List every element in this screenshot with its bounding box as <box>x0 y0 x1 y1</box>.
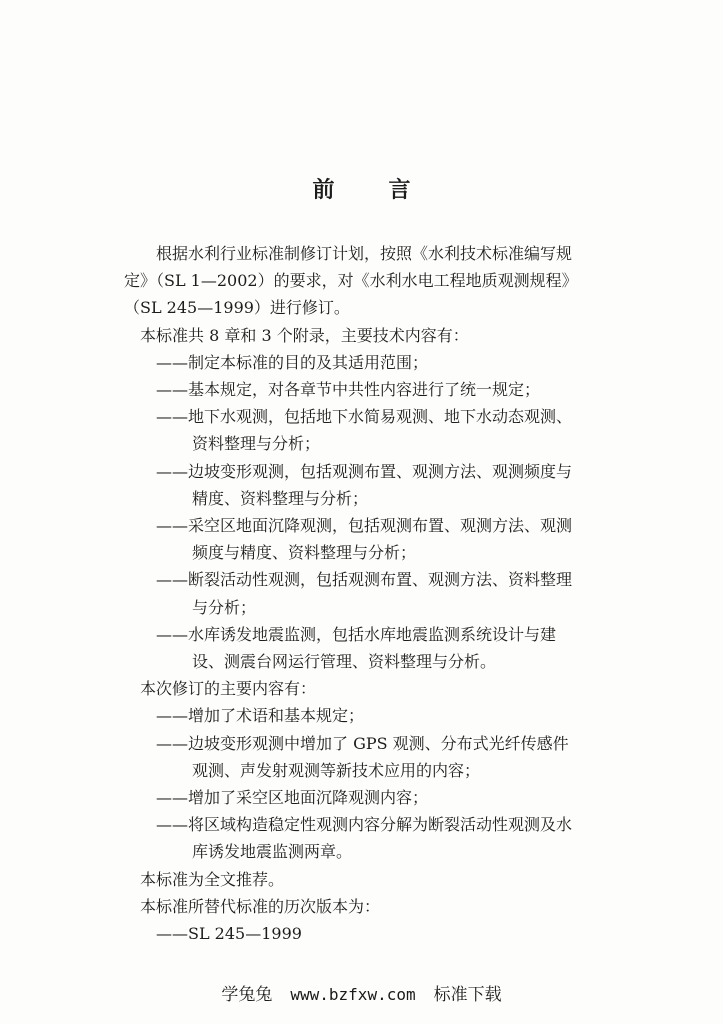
contents-item-continuation: 资料整理与分析； <box>192 434 321 454</box>
revision-item-text: ——边坡变形观测中增加了 GPS 观测、分布式光纤传感件 <box>156 733 569 753</box>
contents-item <box>140 403 632 457</box>
revision-item-continuation: 库诱发地震监测两章。 <box>192 842 353 862</box>
contents-item-continuation: 精度、资料整理与分析； <box>192 488 369 508</box>
contents-item-text: ——采空区地面沉降观测，包括观测布置、观测方法、观测 <box>156 516 573 536</box>
revision-heading: 本次修订的主要内容有： <box>140 679 317 699</box>
history-heading: 本标准所替代标准的历次版本为： <box>140 896 381 916</box>
contents-item <box>140 376 632 403</box>
contents-item-continuation: 频度与精度、资料整理与分析； <box>192 543 417 563</box>
revision-item-continuation: 观测、声发射观测等新技术应用的内容； <box>192 760 481 780</box>
watermark-footer <box>0 983 723 1007</box>
intro-line-2: 定》（SL 1—2002）的要求，对《水利水电工程地质观测规程》 <box>124 271 578 291</box>
revision-list <box>140 702 632 865</box>
history-item: ——SL 245—1999 <box>156 924 302 944</box>
contents-item-text: ——地下水观测，包括地下水简易观测、地下水动态观测、 <box>156 407 573 427</box>
intro-paragraph <box>124 240 632 322</box>
contents-item-text: ——边坡变形观测，包括观测布置、观测方法、观测频度与 <box>156 461 573 481</box>
intro-line-3: （SL 245—1999）进行修订。 <box>124 298 350 318</box>
contents-item-text: ——制定本标准的目的及其适用范围； <box>156 352 429 372</box>
contents-item-continuation: 设、测震台网运行管理、资料整理与分析。 <box>192 652 497 672</box>
contents-list <box>140 349 632 675</box>
revision-item-text: ——增加了术语和基本规定； <box>156 706 365 726</box>
revision-item-text: ——将区域构造稳定性观测内容分解为断裂活动性观测及水 <box>156 815 573 835</box>
revision-item-text: ——增加了采空区地面沉降观测内容； <box>156 788 429 808</box>
contents-item-text: ——断裂活动性观测，包括观测布置、观测方法、资料整理 <box>156 570 573 590</box>
contents-item <box>140 621 632 675</box>
contents-heading: 本标准共 8 章和 3 个附录，主要技术内容有： <box>140 325 469 345</box>
contents-item <box>140 349 632 376</box>
footer-tagline: 标准下载 <box>433 985 502 1005</box>
contents-item-continuation: 与分析； <box>192 597 257 617</box>
recommendation-text: 本标准为全文推荐。 <box>140 869 285 889</box>
contents-item <box>140 458 632 512</box>
contents-item <box>140 512 632 566</box>
footer-url-link[interactable]: www.bzfxw.com <box>290 985 416 1004</box>
footer-site-name: 学兔兔 <box>221 985 273 1005</box>
title-char-2: 言 <box>388 178 411 203</box>
page-title <box>0 176 723 206</box>
revision-item <box>140 784 632 811</box>
contents-item-text: ——基本规定，对各章节中共性内容进行了统一规定； <box>156 380 541 400</box>
contents-item-text: ——水库诱发地震监测，包括水库地震监测系统设计与建 <box>156 624 557 644</box>
revision-item <box>140 730 632 784</box>
contents-item <box>140 566 632 620</box>
title-char-1: 前 <box>312 178 335 203</box>
revision-item <box>140 811 632 865</box>
intro-line-1: 根据水利行业标准制修订计划，按照《水利技术标准编写规 <box>156 244 573 263</box>
revision-item <box>140 702 632 729</box>
foreword-body <box>124 240 632 947</box>
